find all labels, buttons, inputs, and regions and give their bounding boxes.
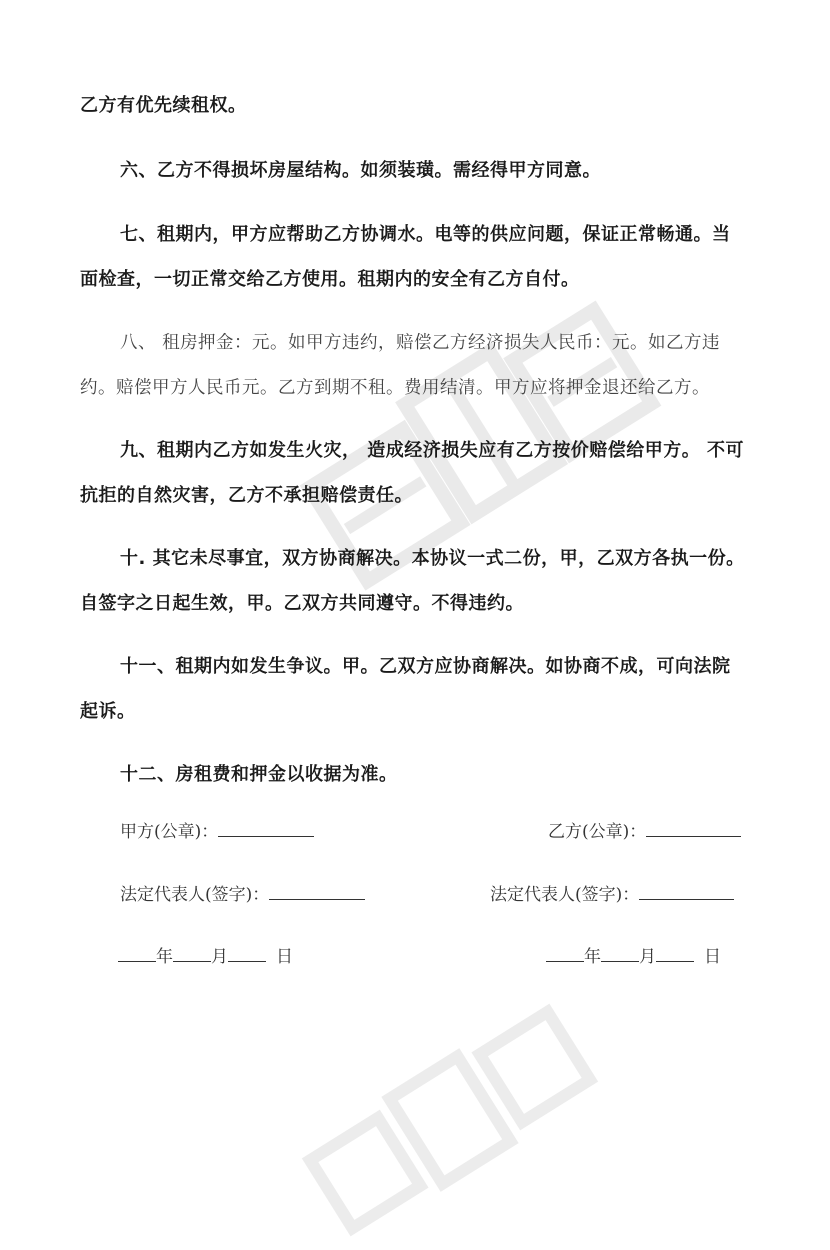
watermark-graphic-bottom [291,990,609,1250]
clause-8-line-2: 约。赔偿甲方人民币元。乙方到期不租。费用结清。甲方应将押金退还给乙方。 [80,378,710,398]
paragraph-line: 乙方有优先续租权。 [80,95,247,116]
clause-6: 六、乙方不得损坏房屋结构。如须装璜。需经得甲方同意。 [120,160,601,181]
date-a-year-blank [118,943,156,962]
clause-10-line-2: 自签字之日起生效，甲。乙双方共同遵守。不得违约。 [80,593,524,614]
rep-a-signature-blank [269,881,365,900]
clause-9-line-2: 抗拒的自然灾害，乙方不承担赔偿责任。 [80,485,413,506]
clause-10-line-1: 十. 其它未尽事宜，双方协商解决。本协议一式二份，甲，乙双方各执一份。 [120,548,745,569]
date-a [118,943,293,969]
party-b-seal [548,818,741,844]
party-b-label: 乙方(公章)： [548,822,647,842]
clause-11-line-2: 起诉。 [80,701,136,722]
date-a-month-label: 月 [211,947,228,967]
date-a-year-label: 年 [156,947,173,967]
date-a-month-blank [173,943,211,962]
date-b-year-blank [546,943,584,962]
rep-b-signature [490,881,734,907]
party-a-seal [120,818,314,844]
date-b [546,943,721,969]
date-b-year-label: 年 [584,947,601,967]
date-b-day-blank [656,943,694,962]
rep-b-signature-blank [639,881,734,900]
date-b-month-blank [601,943,639,962]
clause-7-line-1: 七、租期内，甲方应帮助乙方协调水。电等的供应问题，保证正常畅通。当 [120,224,731,245]
clause-12: 十二、房租费和押金以收据为准。 [120,764,398,785]
date-a-day-blank [228,943,266,962]
clause-8-line-1: 八、 租房押金：元。如甲方违约，赔偿乙方经济损失人民币：元。如乙方违 [120,333,721,353]
date-b-month-label: 月 [639,947,656,967]
clause-11-line-1: 十一、租期内如发生争议。甲。乙双方应协商解决。如协商不成，可向法院 [120,656,731,677]
date-a-day-label: 日 [276,947,293,967]
clause-9-line-1: 九、租期内乙方如发生火灾， 造成经济损失应有乙方按价赔偿给甲方。 不可 [120,440,745,461]
party-b-seal-blank [646,818,741,837]
clause-7-line-2: 面检查，一切正常交给乙方使用。租期内的安全有乙方自付。 [80,269,580,290]
date-b-day-label: 日 [704,947,721,967]
rep-b-label: 法定代表人(签字)： [490,885,640,905]
rep-a-label: 法定代表人(签字)： [120,885,270,905]
party-a-seal-blank [218,818,314,837]
party-a-label: 甲方(公章)： [120,822,219,842]
rep-a-signature [120,881,365,907]
